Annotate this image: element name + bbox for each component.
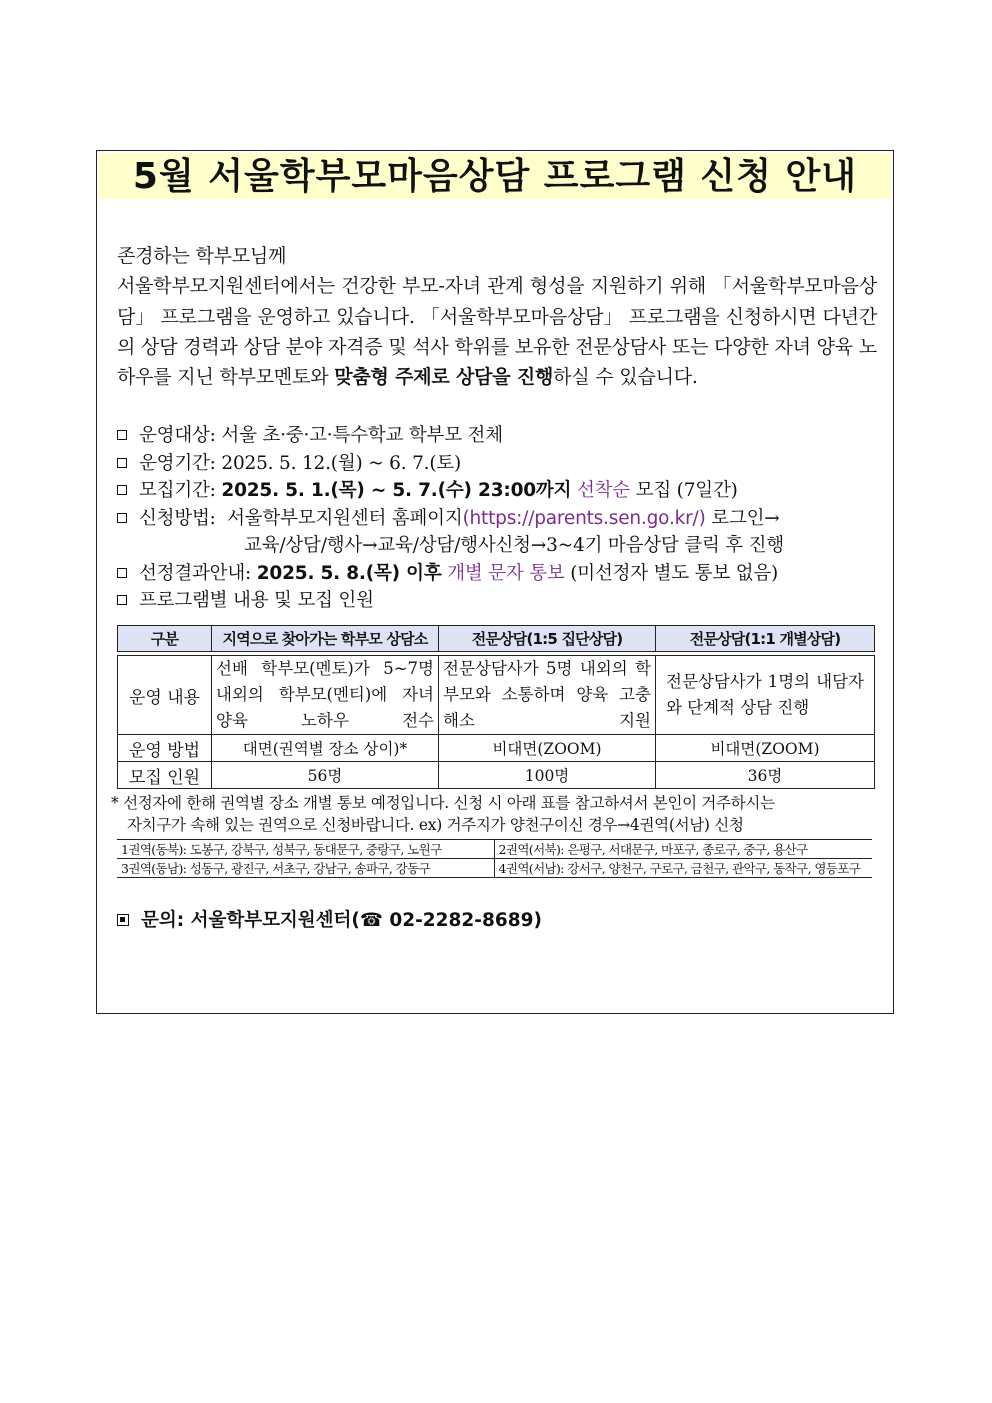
checkbox-square-icon bbox=[117, 513, 127, 523]
item-label: 운영기간: bbox=[139, 452, 216, 474]
region-cell: 2권역(서북): 은평구, 서대문구, 마포구, 종로구, 중구, 용산구 bbox=[494, 840, 872, 859]
info-list bbox=[117, 422, 877, 615]
row-label: 운영 방법 bbox=[118, 735, 212, 762]
item-label: 모집기간: bbox=[139, 480, 216, 501]
table-header: 구분 bbox=[118, 626, 212, 652]
row-label: 운영 내용 bbox=[118, 656, 212, 735]
item-value: 서울 초·중·고·특수학교 학부모 전체 bbox=[221, 425, 503, 446]
table-cell: 100명 bbox=[439, 762, 656, 789]
item-label: 운영대상: bbox=[139, 425, 216, 446]
item-label: 프로그램별 내용 및 모집 인원 bbox=[139, 590, 374, 611]
item-value: 모집 (7일간) bbox=[635, 480, 738, 501]
table-cell: 선배 학부모(멘토)가 5~7명 내외의 학부모(멘티)에 자녀 양육 노하우 전수 bbox=[212, 656, 439, 735]
item-value: 로그인→ bbox=[711, 507, 780, 529]
item-value-bold: 2025. 5. 8.(목) 이후 bbox=[256, 562, 442, 584]
table-header-row bbox=[118, 626, 875, 652]
item-highlight: 개별 문자 통보 bbox=[447, 562, 565, 584]
list-item-apply bbox=[117, 505, 877, 533]
item-value-bold: 2025. 5. 1.(목) ~ 5. 7.(수) 23:00까지 bbox=[221, 480, 572, 501]
table-cell: 전문상담사가 1명의 내담자와 단계적 상담 진행 bbox=[656, 656, 875, 735]
greeting: 존경하는 학부모님께 bbox=[117, 245, 287, 267]
list-item-apply-line2: 교육/상담/행사→교육/상담/행사신청→3~4기 마음상담 클릭 후 진행 bbox=[244, 535, 785, 556]
table-cell: 56명 bbox=[212, 762, 439, 789]
table-cell: 비대면(ZOOM) bbox=[656, 735, 875, 762]
table-header: 전문상담(1:1 개별상담) bbox=[656, 626, 875, 652]
item-label: 신청방법: bbox=[139, 507, 216, 529]
intro-body bbox=[117, 271, 877, 392]
checkbox-square-icon bbox=[117, 568, 127, 578]
notice-box bbox=[96, 150, 894, 1014]
row-label: 모집 인원 bbox=[118, 762, 212, 789]
footnote-line: * 선정자에 한해 권역별 장소 개별 통보 예정입니다. 신청 시 아래 표를 참고하셔서 본인이 거주하시는 bbox=[111, 794, 775, 812]
list-item-recruit bbox=[117, 477, 877, 505]
table-row bbox=[117, 859, 872, 878]
page-title: 5월 서울학부모마음상담 프로그램 신청 안내 bbox=[132, 156, 858, 197]
title-bar bbox=[99, 153, 891, 199]
contact-line bbox=[117, 906, 542, 932]
contact-text: 문의: 서울학부모지원센터(☎ 02-2282-8689) bbox=[141, 910, 542, 931]
table-row bbox=[118, 762, 875, 789]
checkbox-square-icon bbox=[117, 485, 127, 495]
region-cell: 3권역(동남): 성동구, 광진구, 서초구, 강남구, 송파구, 강동구 bbox=[117, 859, 494, 878]
checkbox-square-icon bbox=[117, 430, 127, 440]
footnote bbox=[111, 792, 881, 836]
list-item-period bbox=[117, 450, 877, 478]
region-cell: 1권역(동북): 도봉구, 강북구, 성북구, 동대문구, 중랑구, 노원구 bbox=[117, 840, 494, 859]
table-row bbox=[118, 656, 875, 735]
checkbox-square-icon bbox=[117, 595, 127, 605]
list-item-target bbox=[117, 422, 877, 450]
intro-body-start: 서울학부모지원센터에서는 건강한 부모-자녀 관계 형성을 지원하기 위해 「서울학부모마음상담」 프로그램을 운영하고 있습니다. 「서울학부모마음상담」 프로그램을 신청하시면 다년간의 상담 경력과 상담 분야 자격증 및 석사 학위를 보유한 전문상담사 또는 다양한 자녀 양육 노하우를 지닌 학부모멘토와 bbox=[117, 275, 877, 389]
item-value: (미선정자 별도 통보 없음) bbox=[570, 562, 779, 584]
checkbox-square-icon bbox=[117, 458, 127, 468]
region-cell: 4권역(서남): 강서구, 양천구, 구로구, 금천구, 관악구, 동작구, 영등포구 bbox=[494, 859, 872, 878]
table-header: 지역으로 찾아가는 학부모 상담소 bbox=[212, 626, 439, 652]
item-value: 서울학부모지원센터 홈페이지 bbox=[227, 507, 463, 529]
table-header: 전문상담(1:5 집단상담) bbox=[439, 626, 656, 652]
table-cell: 36명 bbox=[656, 762, 875, 789]
table-cell: 대면(권역별 장소 상이)* bbox=[212, 735, 439, 762]
intro-body-bold: 맞춤형 주제로 상담을 진행 bbox=[334, 366, 554, 389]
region-table bbox=[117, 839, 872, 878]
list-item-result bbox=[117, 560, 877, 588]
footnote-line: 자치구가 속해 있는 권역으로 신청바랍니다. ex) 거주지가 양천구이신 경우→4권역(서남) 신청 bbox=[127, 816, 744, 834]
item-label: 선정결과안내: bbox=[139, 562, 252, 584]
item-value: 2025. 5. 12.(월) ~ 6. 7.(토) bbox=[221, 452, 462, 474]
program-table bbox=[117, 625, 875, 789]
table-row bbox=[118, 735, 875, 762]
list-item-program bbox=[117, 587, 877, 615]
intro-body-end: 하실 수 있습니다. bbox=[553, 366, 698, 389]
filled-square-icon bbox=[117, 914, 129, 926]
homepage-link[interactable]: (https://parents.sen.go.kr/) bbox=[462, 507, 706, 529]
item-highlight: 선착순 bbox=[576, 480, 630, 501]
table-cell: 비대면(ZOOM) bbox=[439, 735, 656, 762]
table-row bbox=[117, 840, 872, 859]
table-cell: 전문상담사가 5명 내외의 학부모와 소통하며 양육 고충 해소 지원 bbox=[439, 656, 656, 735]
intro-text bbox=[117, 241, 877, 392]
